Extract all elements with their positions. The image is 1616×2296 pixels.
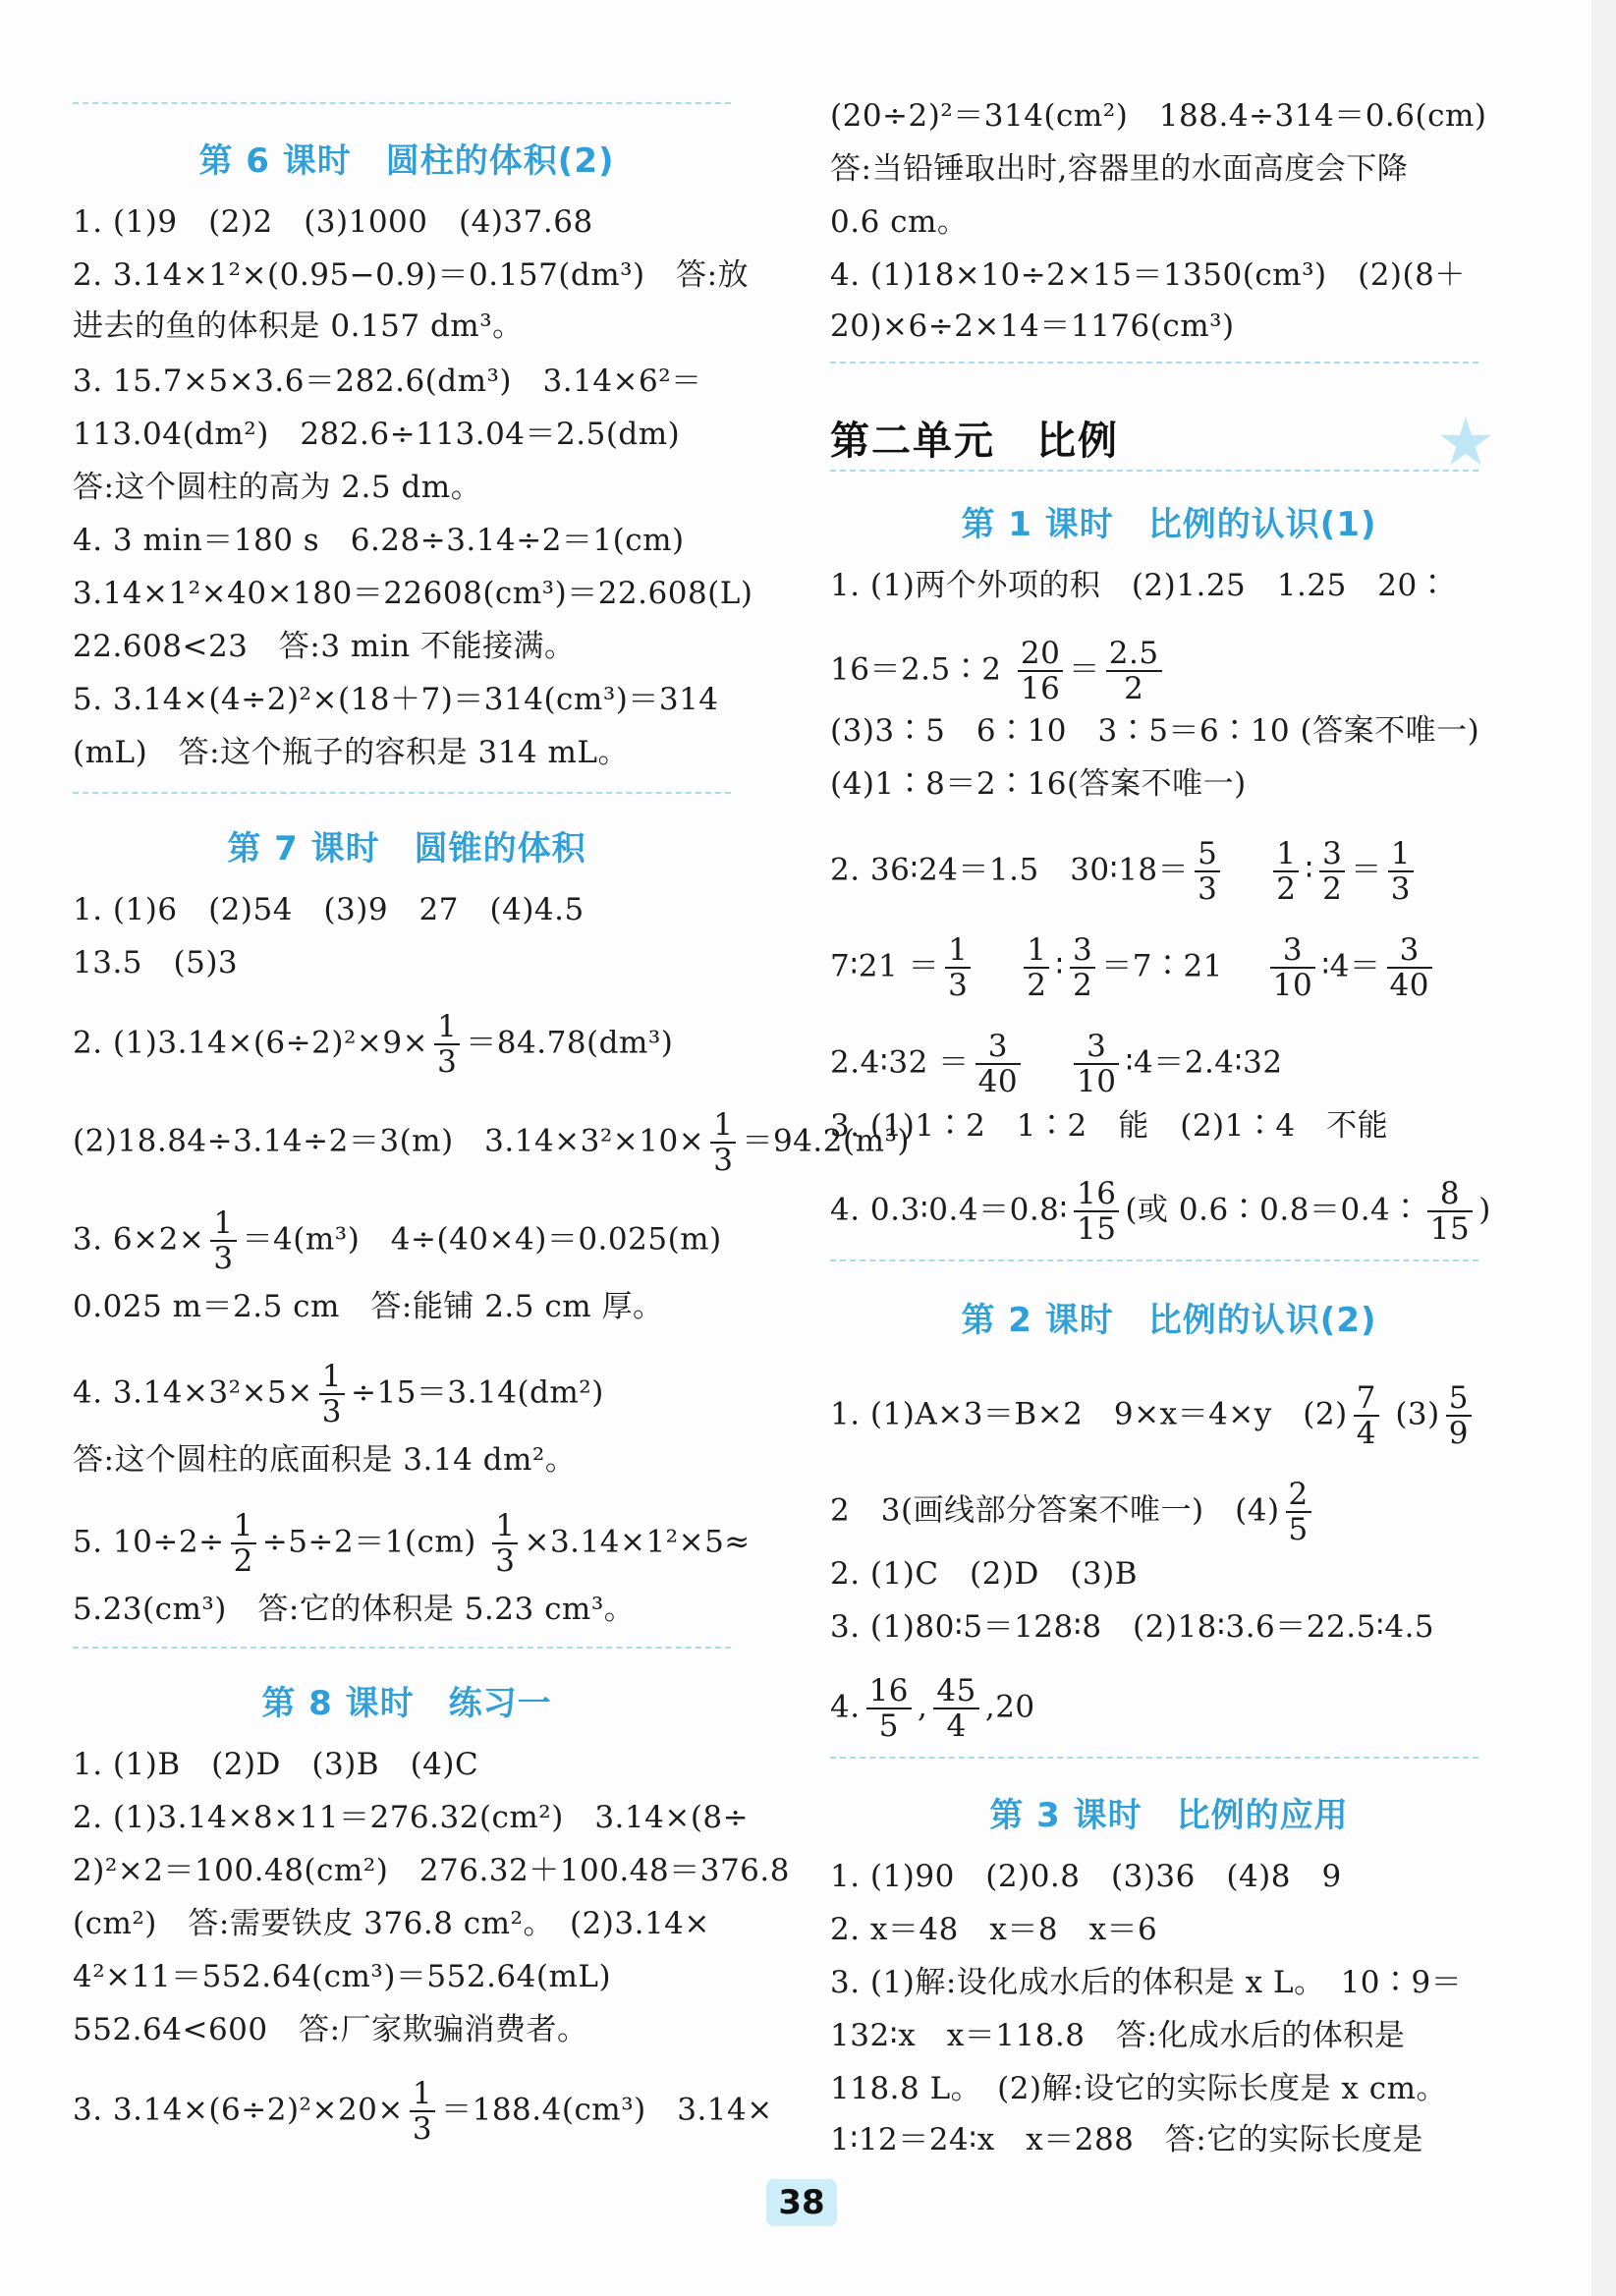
numerator: 1 — [945, 933, 971, 969]
answer-line: 132∶x x＝118.8 答:化成水后的体积是 — [830, 2018, 1406, 2053]
answer-line: 0.6 cm。 — [830, 204, 969, 240]
numerator: 1 — [1388, 837, 1414, 872]
answer-line — [830, 1381, 1477, 1450]
numerator: 3 — [975, 1030, 1021, 1065]
answer-line: 552.64<600 答:厂家欺骗消费者。 — [73, 2012, 588, 2047]
denominator: 16 — [1020, 671, 1061, 706]
text-span: 4. 3.14×3²×5× — [73, 1374, 313, 1411]
answer-line — [830, 1030, 1283, 1098]
answer-line: 4. 3 min＝180 s 6.28÷3.14÷2＝1(cm) — [73, 523, 685, 558]
answer-line: 118.8 L。 (2)解:设它的实际长度是 x cm。 — [830, 2071, 1447, 2106]
denominator: 2 — [1073, 968, 1093, 1003]
fraction — [1427, 1177, 1473, 1246]
fraction — [319, 1360, 345, 1428]
answer-line — [73, 1010, 673, 1079]
numerator: 45 — [933, 1674, 978, 1709]
answer-line: (4)1∶8＝2∶16(答案不唯一) — [830, 766, 1247, 802]
fraction — [410, 2077, 435, 2146]
denominator: 2 — [1027, 968, 1047, 1003]
denominator: 4 — [1356, 1416, 1376, 1451]
answer-line: 4²×11＝552.64(cm³)＝552.64(mL) — [73, 1959, 612, 1994]
denominator: 3 — [213, 1241, 234, 1276]
answer-line — [830, 1478, 1317, 1546]
numerator: 5 — [1446, 1381, 1472, 1417]
text-span: (2)18.84÷3.14÷2＝3(m) 3.14×3²×10× — [73, 1123, 705, 1159]
answer-line — [830, 837, 1420, 906]
answer-line — [830, 1177, 1491, 1246]
page-number: 38 — [766, 2179, 837, 2226]
text-span: 3. 3.14×(6÷2)²×20× — [73, 2092, 404, 2128]
text-span: 16＝2.5∶2 — [830, 651, 1002, 688]
answer-line: 1. (1)6 (2)54 (3)9 27 (4)4.5 — [73, 892, 585, 927]
text-span: ) — [1478, 1192, 1491, 1228]
fraction — [945, 933, 971, 1002]
text-span: ∶4＝2.4∶32 — [1125, 1044, 1283, 1081]
lesson-6-heading: 第 6 课时 圆柱的体积(2) — [198, 141, 615, 181]
numerator: 3 — [1270, 933, 1315, 969]
fraction — [492, 1509, 518, 1578]
answer-line: 5.23(cm³) 答:它的体积是 5.23 cm³。 — [73, 1592, 636, 1627]
lesson-2-heading: 第 2 课时 比例的认识(2) — [961, 1301, 1377, 1340]
text-span: 4. — [830, 1689, 861, 1725]
answer-line: (3)3∶5 6∶10 3∶5＝6∶10 (答案不唯一) — [830, 713, 1480, 749]
fraction — [1024, 933, 1049, 1002]
numerator: 1 — [319, 1360, 345, 1395]
text-span: 2. 36∶24＝1.5 30∶18＝ — [830, 852, 1190, 888]
fraction — [231, 1509, 256, 1578]
denominator: 2 — [1322, 871, 1343, 907]
numerator: 16 — [866, 1674, 912, 1709]
fraction — [1446, 1381, 1472, 1450]
fraction — [1018, 637, 1063, 705]
divider — [830, 470, 1478, 472]
denominator: 15 — [1076, 1211, 1117, 1247]
answer-line — [73, 1206, 722, 1275]
denominator: 2 — [233, 1543, 253, 1579]
denominator: 9 — [1448, 1416, 1469, 1451]
denominator: 2 — [1276, 871, 1297, 907]
answer-line — [73, 2077, 773, 2146]
numerator: 7 — [1354, 1381, 1379, 1417]
fraction — [1195, 837, 1220, 906]
denominator: 15 — [1429, 1211, 1471, 1247]
text-span: ＝ — [1351, 852, 1382, 888]
answer-line: 答:这个圆柱的底面积是 3.14 dm²。 — [73, 1442, 577, 1478]
answer-line: (20÷2)²＝314(cm²) 188.4÷314＝0.6(cm) — [830, 98, 1487, 134]
text-span: (3) — [1395, 1396, 1440, 1432]
answer-line: 2. (1)C (2)D (3)B — [830, 1556, 1139, 1592]
numerator: 16 — [1074, 1177, 1119, 1212]
numerator: 1 — [231, 1509, 256, 1544]
text-span: 4. 0.3∶0.4＝0.8∶ — [830, 1192, 1068, 1228]
text-span: (或 0.6∶0.8＝0.4∶ — [1125, 1192, 1421, 1228]
numerator: 8 — [1427, 1177, 1473, 1212]
answer-line: 2. (1)3.14×8×11＝276.32(cm²) 3.14×(8÷ — [73, 1800, 750, 1835]
denominator: 3 — [321, 1394, 342, 1429]
answer-line: 1. (1)9 (2)2 (3)1000 (4)37.68 — [73, 204, 593, 240]
numerator: 1 — [1024, 933, 1049, 969]
answer-line: 22.608<23 答:3 min 不能接满。 — [73, 629, 576, 664]
answer-line: 20)×6÷2×14＝1176(cm³) — [830, 308, 1235, 344]
fraction — [210, 1206, 236, 1275]
text-span: 20 — [995, 1689, 1035, 1725]
numerator: 2 — [1286, 1478, 1311, 1513]
answer-line — [830, 637, 1168, 705]
answer-line: 3. 15.7×5×3.6＝282.6(dm³) 3.14×6²＝ — [73, 364, 702, 399]
text-span: ∶4＝ — [1321, 948, 1381, 984]
fraction — [1354, 1381, 1379, 1450]
divider — [73, 792, 731, 794]
page-edge — [1591, 0, 1616, 2296]
divider — [830, 1757, 1478, 1759]
numerator: 3 — [1070, 933, 1095, 969]
answer-line: (mL) 答:这个瓶子的容积是 314 mL。 — [73, 735, 629, 770]
divider — [73, 102, 731, 104]
text-span: 7∶21 ＝ — [830, 948, 940, 984]
denominator: 3 — [495, 1543, 516, 1579]
answer-line: 进去的鱼的体积是 0.157 dm³。 — [73, 308, 524, 344]
denominator: 3 — [1198, 871, 1218, 907]
answer-line: 2. 3.14×1²×(0.95−0.9)＝0.157(dm³) 答:放 — [73, 257, 750, 293]
fraction — [933, 1674, 978, 1743]
answer-line: 4. (1)18×10÷2×15＝1350(cm³) (2)(8＋ — [830, 257, 1466, 293]
answer-line: 1. (1)90 (2)0.8 (3)36 (4)8 9 — [830, 1859, 1342, 1894]
text-span: ＝4(m³) 4÷(40×4)＝0.025(m) — [242, 1221, 722, 1258]
denominator: 5 — [878, 1708, 899, 1744]
denominator: 3 — [713, 1143, 734, 1178]
answer-line: 答:当铅锤取出时,容器里的水面高度会下降 — [830, 151, 1409, 187]
denominator: 4 — [946, 1708, 967, 1744]
fraction — [434, 1010, 460, 1079]
divider — [73, 1647, 731, 1649]
numerator: 1 — [492, 1509, 518, 1544]
text-span: ＝ — [1069, 651, 1100, 688]
answer-line: 1∶12＝24∶x x＝288 答:它的实际长度是 — [830, 2122, 1423, 2157]
answer-line: (cm²) 答:需要铁皮 376.8 cm²。 (2)3.14× — [73, 1906, 710, 1941]
answer-line: 1. (1)B (2)D (3)B (4)C — [73, 1747, 479, 1782]
text-span: ×3.14×1²×5≈ — [524, 1524, 751, 1560]
lesson-8-heading: 第 8 课时 练习一 — [261, 1684, 552, 1723]
answer-line — [73, 1360, 604, 1428]
answer-line: 2. x＝48 x＝8 x＝6 — [830, 1912, 1158, 1947]
fraction — [1388, 837, 1414, 906]
answer-line: 3. (1)解:设化成水后的体积是 x L。 10∶9＝ — [830, 1965, 1463, 2000]
lesson-7-heading: 第 7 课时 圆锥的体积 — [227, 829, 586, 868]
denominator: 3 — [412, 2111, 433, 2147]
fraction — [1319, 837, 1345, 906]
answer-line: 3.14×1²×40×180＝22608(cm³)＝22.608(L) — [73, 576, 753, 611]
text-span: ＝188.4(cm³) 3.14× — [441, 2092, 773, 2128]
text-span: ＝7∶21 — [1101, 948, 1223, 984]
denominator: 10 — [1076, 1064, 1117, 1099]
answer-line: 答:这个圆柱的高为 2.5 dm。 — [73, 470, 482, 505]
numerator: 20 — [1018, 637, 1063, 672]
answer-line: 1. (1)两个外项的积 (2)1.25 1.25 20∶ — [830, 568, 1449, 603]
numerator: 5 — [1195, 837, 1220, 872]
answer-line: 2)²×2＝100.48(cm²) 276.32＋100.48＝376.8 — [73, 1853, 790, 1888]
answer-line: 5. 3.14×(4÷2)²×(18＋7)＝314(cm³)＝314 — [73, 682, 719, 717]
fraction — [1074, 1030, 1119, 1098]
text-span: ∶ — [1055, 948, 1064, 984]
denominator: 3 — [948, 968, 969, 1003]
text-span: ∶ — [1305, 852, 1314, 888]
text-span: ÷5÷2＝1(cm) — [261, 1524, 476, 1560]
denominator: 3 — [1390, 871, 1412, 907]
unit-title: 第二单元 比例 — [830, 419, 1119, 464]
fraction — [866, 1674, 912, 1743]
fraction — [1106, 637, 1162, 705]
text-span: 2. (1)3.14×(6÷2)²×9× — [73, 1025, 429, 1061]
numerator: 3 — [1074, 1030, 1119, 1065]
lesson-1-heading: 第 1 课时 比例的认识(1) — [961, 505, 1377, 544]
answer-line — [73, 1509, 751, 1578]
text-span: 2 3(画线部分答案不唯一) (4) — [830, 1492, 1280, 1529]
answer-line: 13.5 (5)3 — [73, 945, 239, 980]
answer-line: 0.025 m＝2.5 cm 答:能铺 2.5 cm 厚。 — [73, 1289, 664, 1324]
numerator: 1 — [1273, 837, 1299, 872]
text-span: ＝94.2(m³) — [742, 1123, 910, 1159]
text-span: 1. (1)A×3＝B×2 9×x＝4×y (2) — [830, 1396, 1348, 1432]
denominator: 10 — [1272, 968, 1313, 1003]
answer-line: 3. (1)80∶5＝128∶8 (2)18∶3.6＝22.5∶4.5 — [830, 1609, 1435, 1645]
denominator: 2 — [1124, 671, 1144, 706]
text-span: 2.4∶32 ＝ — [830, 1044, 970, 1081]
text-span: 5. 10÷2÷ — [73, 1524, 225, 1560]
fraction — [710, 1108, 736, 1177]
fraction — [1270, 933, 1315, 1002]
divider — [830, 362, 1478, 364]
lesson-3-heading: 第 3 课时 比例的应用 — [989, 1796, 1349, 1835]
numerator: 3 — [1319, 837, 1345, 872]
answer-line — [73, 1108, 910, 1177]
numerator: 2.5 — [1106, 637, 1162, 672]
text-span: ＝84.78(dm³) — [466, 1025, 674, 1061]
denominator: 40 — [977, 1064, 1019, 1099]
fraction — [975, 1030, 1021, 1098]
answer-line: 113.04(dm²) 282.6÷113.04＝2.5(dm) — [73, 417, 681, 452]
denominator: 40 — [1389, 968, 1429, 1003]
numerator: 1 — [710, 1108, 736, 1144]
answer-line: 3. (1)1∶2 1∶2 能 (2)1∶4 不能 — [830, 1108, 1389, 1144]
text-span: 3. 6×2× — [73, 1221, 205, 1258]
fraction — [1273, 837, 1299, 906]
numerator: 1 — [434, 1010, 460, 1045]
fraction — [1070, 933, 1095, 1002]
denominator: 3 — [437, 1044, 458, 1080]
fraction — [1074, 1177, 1119, 1246]
text-span: ÷15＝3.14(dm²) — [351, 1374, 604, 1411]
fraction — [1387, 933, 1432, 1002]
denominator: 5 — [1288, 1512, 1309, 1547]
divider — [830, 1260, 1478, 1261]
numerator: 1 — [210, 1206, 236, 1242]
answer-line: 4. $\frac{16}{5}$ , $\frac{45}{4}$ ,20 — [830, 1673, 1035, 1744]
numerator: 1 — [410, 2077, 435, 2112]
fraction — [1286, 1478, 1311, 1546]
numerator: 3 — [1387, 933, 1432, 969]
answer-line — [830, 933, 1438, 1002]
